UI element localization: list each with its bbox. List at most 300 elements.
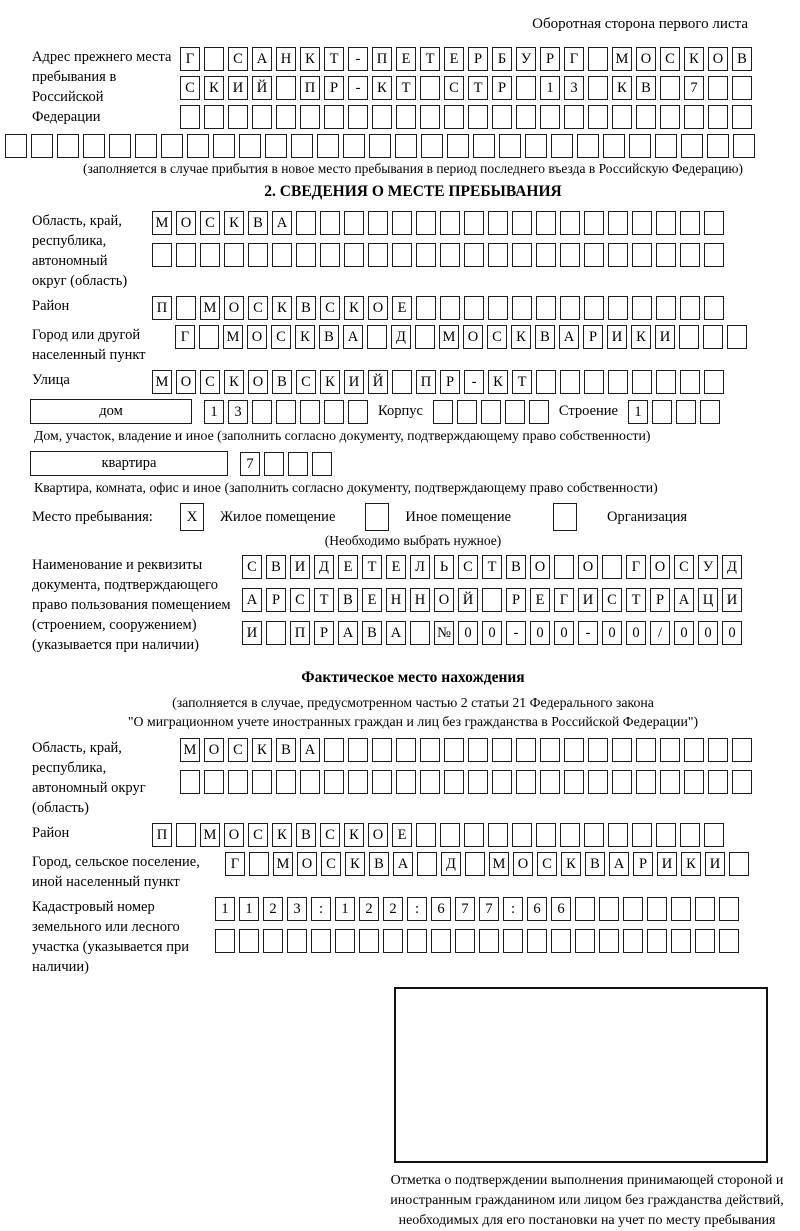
- charbox-row: [152, 243, 724, 267]
- char-box: [287, 929, 307, 953]
- char-box: [416, 211, 436, 235]
- char-box: [300, 770, 320, 794]
- char-box: Н: [276, 47, 296, 71]
- char-box: [684, 770, 704, 794]
- char-box: [415, 325, 435, 349]
- char-box: Р: [650, 588, 670, 612]
- char-box: П: [372, 47, 392, 71]
- char-box: [660, 770, 680, 794]
- char-box: И: [722, 588, 742, 612]
- cadastral-field: [32, 897, 794, 977]
- char-box: [612, 738, 632, 762]
- char-box: [455, 929, 475, 953]
- char-box: М: [223, 325, 243, 349]
- char-box: О: [530, 555, 550, 579]
- char-box: [372, 105, 392, 129]
- char-box: О: [708, 47, 728, 71]
- char-box: [447, 134, 469, 158]
- checkbox-dwelling: X: [180, 503, 204, 531]
- char-box: Н: [386, 588, 406, 612]
- char-box: [421, 134, 443, 158]
- char-box: О: [368, 823, 388, 847]
- char-box: 0: [482, 621, 502, 645]
- char-box: А: [300, 738, 320, 762]
- char-box: [636, 105, 656, 129]
- char-box: :: [407, 897, 427, 921]
- char-box: [704, 823, 724, 847]
- option-other-premises-label: Иное помещение: [405, 508, 512, 525]
- char-box: Г: [564, 47, 584, 71]
- char-box: Е: [396, 47, 416, 71]
- char-box: [608, 243, 628, 267]
- char-box: [540, 770, 560, 794]
- char-box: [317, 134, 339, 158]
- char-box: [647, 929, 667, 953]
- stroenie-boxes: [628, 400, 720, 424]
- char-box: А: [242, 588, 262, 612]
- charbox-row: [215, 897, 739, 921]
- char-box: П: [152, 296, 172, 320]
- char-box: 1: [335, 897, 355, 921]
- char-box: Г: [175, 325, 195, 349]
- char-box: 1: [628, 400, 648, 424]
- char-box: [396, 770, 416, 794]
- char-box: А: [393, 852, 413, 876]
- stay-place-label: Место пребывания:: [32, 508, 153, 525]
- char-box: М: [152, 211, 172, 235]
- actual-district-field: [32, 823, 794, 847]
- char-box: В: [319, 325, 339, 349]
- char-box: /: [650, 621, 670, 645]
- char-box: [584, 370, 604, 394]
- char-box: [536, 211, 556, 235]
- char-box: [83, 134, 105, 158]
- char-box: Е: [362, 588, 382, 612]
- char-box: С: [296, 370, 316, 394]
- char-box: К: [224, 370, 244, 394]
- char-box: [564, 105, 584, 129]
- char-box: Б: [492, 47, 512, 71]
- char-box: 3: [564, 76, 584, 100]
- char-box: 0: [530, 621, 550, 645]
- char-box: Т: [324, 47, 344, 71]
- charbox-row: [180, 47, 752, 71]
- char-box: [5, 134, 27, 158]
- char-box: [252, 400, 272, 424]
- char-box: И: [578, 588, 598, 612]
- char-box: К: [295, 325, 315, 349]
- char-box: [276, 105, 296, 129]
- char-box: [695, 929, 715, 953]
- char-box: [416, 296, 436, 320]
- char-box: М: [152, 370, 172, 394]
- char-box: Е: [338, 555, 358, 579]
- char-box: [584, 823, 604, 847]
- char-box: [152, 243, 172, 267]
- char-box: [440, 243, 460, 267]
- char-box: [492, 105, 512, 129]
- char-box: 0: [698, 621, 718, 645]
- char-box: 0: [554, 621, 574, 645]
- char-box: [410, 621, 430, 645]
- actual-region-label: Область, край, республика, автономный округ (область): [32, 740, 146, 816]
- char-box: [564, 738, 584, 762]
- char-box: [312, 452, 332, 476]
- char-box: [584, 296, 604, 320]
- char-box: Г: [554, 588, 574, 612]
- char-box: [265, 134, 287, 158]
- char-box: В: [272, 370, 292, 394]
- city-label: Город или другой населенный пункт: [32, 327, 146, 363]
- prev-address-note: (заполняется в случае прибытия в новое место пребывания в период последнего въезда в Российскую Федерацию): [82, 161, 744, 176]
- char-box: [440, 823, 460, 847]
- char-box: :: [311, 897, 331, 921]
- char-box: [300, 105, 320, 129]
- char-box: [263, 929, 283, 953]
- char-box: [488, 823, 508, 847]
- char-box: [464, 243, 484, 267]
- char-box: С: [242, 555, 262, 579]
- actual-location-note-2: "О миграционном учете иностранных граждан и лиц без гражданства в Российской Федерации"): [127, 714, 699, 729]
- char-box: [488, 211, 508, 235]
- charbox-row: [152, 296, 724, 320]
- actual-city-label: Город, сельское поселение, иной населенный пункт: [32, 854, 200, 890]
- char-box: [632, 296, 652, 320]
- char-box: [681, 134, 703, 158]
- char-box: Р: [540, 47, 560, 71]
- char-box: О: [368, 296, 388, 320]
- char-box: [599, 929, 619, 953]
- char-box: [684, 738, 704, 762]
- charbox-row-overflow: [5, 134, 794, 158]
- char-box: С: [487, 325, 507, 349]
- char-box: [704, 211, 724, 235]
- char-box: [632, 243, 652, 267]
- char-box: [708, 105, 728, 129]
- house-row: [30, 399, 794, 424]
- char-box: М: [273, 852, 293, 876]
- char-box: [320, 211, 340, 235]
- char-box: И: [607, 325, 627, 349]
- char-box: [383, 929, 403, 953]
- prev-address-label: Адрес прежнего места пребывания в Российской Федерации: [32, 49, 172, 125]
- char-box: [335, 929, 355, 953]
- char-box: [703, 325, 723, 349]
- char-box: Г: [225, 852, 245, 876]
- char-box: [249, 852, 269, 876]
- char-box: [577, 134, 599, 158]
- char-box: [632, 211, 652, 235]
- actual-district-label: Район: [32, 825, 70, 841]
- char-box: [348, 105, 368, 129]
- char-box: [680, 823, 700, 847]
- house-type-box: дом: [30, 399, 192, 424]
- char-box: [603, 134, 625, 158]
- korpus-boxes: [433, 400, 549, 424]
- char-box: [707, 134, 729, 158]
- char-box: П: [300, 76, 320, 100]
- char-box: Р: [468, 47, 488, 71]
- charbox-row: [152, 370, 724, 394]
- char-box: [228, 770, 248, 794]
- char-box: [276, 76, 296, 100]
- char-box: [324, 738, 344, 762]
- char-box: [416, 243, 436, 267]
- char-box: [187, 134, 209, 158]
- char-box: К: [345, 852, 365, 876]
- char-box: Р: [506, 588, 526, 612]
- char-box: И: [655, 325, 675, 349]
- char-box: [599, 897, 619, 921]
- char-box: 6: [431, 897, 451, 921]
- char-box: [176, 823, 196, 847]
- char-box: [660, 105, 680, 129]
- char-box: Д: [391, 325, 411, 349]
- char-box: П: [416, 370, 436, 394]
- char-box: В: [369, 852, 389, 876]
- char-box: К: [344, 296, 364, 320]
- char-box: 0: [674, 621, 694, 645]
- cadastral-label: Кадастровый номер земельного или лесного участка (указывается при наличии): [32, 899, 189, 975]
- char-box: [417, 852, 437, 876]
- char-box: [372, 738, 392, 762]
- char-box: П: [290, 621, 310, 645]
- char-box: [636, 738, 656, 762]
- char-box: 2: [359, 897, 379, 921]
- char-box: [300, 400, 320, 424]
- charbox-row: [242, 621, 742, 645]
- char-box: [503, 929, 523, 953]
- char-box: [680, 370, 700, 394]
- char-box: [464, 211, 484, 235]
- char-box: [512, 211, 532, 235]
- char-box: О: [463, 325, 483, 349]
- char-box: Т: [626, 588, 646, 612]
- char-box: [499, 134, 521, 158]
- char-box: [551, 134, 573, 158]
- char-box: К: [344, 823, 364, 847]
- registration-stamp-note: Отметка о подтверждении выполнения принимающей стороной и иностранным гражданином или лицом без гражданства действий, необходимых для его постановки на учет по месту пребывания: [390, 1173, 784, 1228]
- charbox-row: [175, 325, 747, 349]
- char-box: [588, 105, 608, 129]
- char-box: В: [266, 555, 286, 579]
- char-box: В: [248, 211, 268, 235]
- char-box: [512, 296, 532, 320]
- char-box: [602, 555, 622, 579]
- char-box: [704, 296, 724, 320]
- char-box: [228, 105, 248, 129]
- char-box: И: [705, 852, 725, 876]
- char-box: Е: [392, 823, 412, 847]
- char-box: [431, 929, 451, 953]
- apartment-number-boxes: [240, 452, 332, 476]
- actual-location-title: Фактическое место нахождения: [301, 669, 525, 686]
- char-box: [560, 370, 580, 394]
- char-box: [224, 243, 244, 267]
- char-box: [492, 770, 512, 794]
- char-box: [575, 897, 595, 921]
- street-label: Улица: [32, 372, 70, 388]
- char-box: :: [503, 897, 523, 921]
- prev-address-field: [32, 47, 794, 129]
- char-box: [656, 243, 676, 267]
- char-box: К: [631, 325, 651, 349]
- char-box: [368, 211, 388, 235]
- char-box: [473, 134, 495, 158]
- char-box: У: [516, 47, 536, 71]
- char-box: [732, 105, 752, 129]
- stay-place-row: [32, 503, 794, 531]
- char-box: С: [200, 370, 220, 394]
- apartment-row: [30, 451, 794, 476]
- actual-city-field: [32, 852, 794, 892]
- char-box: А: [272, 211, 292, 235]
- char-box: [733, 134, 755, 158]
- char-box: [199, 325, 219, 349]
- char-box: О: [297, 852, 317, 876]
- char-box: [676, 400, 696, 424]
- char-box: [367, 325, 387, 349]
- char-box: [719, 929, 739, 953]
- char-box: О: [248, 370, 268, 394]
- char-box: Т: [314, 588, 334, 612]
- char-box: О: [247, 325, 267, 349]
- char-box: С: [660, 47, 680, 71]
- char-box: А: [252, 47, 272, 71]
- char-box: [440, 211, 460, 235]
- char-box: 1: [215, 897, 235, 921]
- char-box: [324, 770, 344, 794]
- char-box: [516, 105, 536, 129]
- char-box: [239, 134, 261, 158]
- stroenie-label: Строение: [558, 403, 618, 419]
- char-box: Е: [386, 555, 406, 579]
- char-box: К: [252, 738, 272, 762]
- char-box: М: [612, 47, 632, 71]
- char-box: [348, 770, 368, 794]
- char-box: С: [602, 588, 622, 612]
- char-box: [695, 897, 715, 921]
- char-box: [708, 76, 728, 100]
- char-box: К: [372, 76, 392, 100]
- char-box: [564, 770, 584, 794]
- char-box: Р: [324, 76, 344, 100]
- char-box: [368, 243, 388, 267]
- char-box: [608, 823, 628, 847]
- char-box: Р: [314, 621, 334, 645]
- option-organization-label: Организация: [607, 508, 687, 525]
- char-box: Ц: [698, 588, 718, 612]
- char-box: [488, 243, 508, 267]
- char-box: Е: [392, 296, 412, 320]
- char-box: 3: [287, 897, 307, 921]
- char-box: [629, 134, 651, 158]
- charbox-row: [152, 211, 724, 235]
- char-box: [248, 243, 268, 267]
- char-box: [608, 370, 628, 394]
- char-box: С: [290, 588, 310, 612]
- char-box: С: [271, 325, 291, 349]
- char-box: Д: [314, 555, 334, 579]
- char-box: К: [681, 852, 701, 876]
- char-box: И: [344, 370, 364, 394]
- char-box: О: [636, 47, 656, 71]
- char-box: [200, 243, 220, 267]
- district-field: [32, 296, 794, 320]
- char-box: [444, 770, 464, 794]
- char-box: Д: [722, 555, 742, 579]
- char-box: Т: [468, 76, 488, 100]
- char-box: [482, 588, 502, 612]
- charbox-row: [152, 823, 724, 847]
- char-box: [348, 400, 368, 424]
- document-field: [32, 555, 794, 655]
- char-box: [464, 823, 484, 847]
- char-box: К: [224, 211, 244, 235]
- char-box: У: [698, 555, 718, 579]
- char-box: Й: [252, 76, 272, 100]
- char-box: С: [321, 852, 341, 876]
- char-box: А: [674, 588, 694, 612]
- char-box: [276, 400, 296, 424]
- char-box: [204, 105, 224, 129]
- char-box: [252, 105, 272, 129]
- char-box: [395, 134, 417, 158]
- char-box: 0: [458, 621, 478, 645]
- char-box: С: [180, 76, 200, 100]
- charbox-row: [180, 738, 752, 762]
- region-label: Область, край, республика, автономный округ (область): [32, 213, 128, 289]
- char-box: [656, 823, 676, 847]
- char-box: [288, 452, 308, 476]
- char-box: [372, 770, 392, 794]
- street-field: [32, 370, 794, 394]
- char-box: [396, 105, 416, 129]
- char-box: [320, 243, 340, 267]
- char-box: [479, 929, 499, 953]
- char-box: [348, 738, 368, 762]
- char-box: [444, 738, 464, 762]
- char-box: [344, 243, 364, 267]
- char-box: О: [204, 738, 224, 762]
- char-box: [588, 47, 608, 71]
- checkbox-organization: [553, 503, 577, 531]
- char-box: [176, 243, 196, 267]
- char-box: С: [228, 47, 248, 71]
- char-box: 0: [602, 621, 622, 645]
- char-box: [239, 929, 259, 953]
- district-label: Район: [32, 298, 70, 314]
- char-box: [252, 770, 272, 794]
- char-box: [671, 897, 691, 921]
- char-box: 0: [626, 621, 646, 645]
- char-box: [516, 770, 536, 794]
- char-box: Е: [530, 588, 550, 612]
- char-box: [680, 296, 700, 320]
- char-box: [516, 738, 536, 762]
- char-box: М: [200, 296, 220, 320]
- char-box: -: [348, 76, 368, 100]
- char-box: [652, 400, 672, 424]
- char-box: [180, 105, 200, 129]
- char-box: К: [684, 47, 704, 71]
- char-box: [655, 134, 677, 158]
- char-box: О: [434, 588, 454, 612]
- char-box: [588, 76, 608, 100]
- char-box: [636, 770, 656, 794]
- char-box: Т: [512, 370, 532, 394]
- char-box: [392, 370, 412, 394]
